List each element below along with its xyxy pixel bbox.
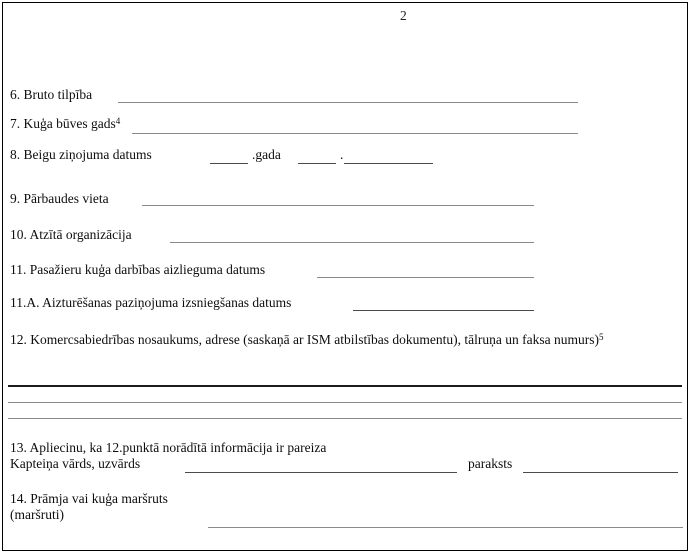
field-7-label-text: 7. Kuģa būves gads [10,116,116,131]
field-7-footnote: 4 [115,116,121,126]
field-9-label: 9. Pārbaudes vieta [10,191,109,206]
field-8-date-fill-line [298,163,336,164]
field-7-fill-line [132,133,578,134]
field-13-signature-fill-line [523,472,678,473]
field-6-label: 6. Bruto tilpība [10,87,93,102]
field-8-label: 8. Beigu ziņojuma datums [10,147,152,162]
field-9-fill-line [142,205,534,206]
field-13-label: 13. Apliecinu, ka 12.punktā norādītā informācija ir pareiza [10,440,327,455]
field-8-month-fill-line [344,163,433,164]
field-12-fill-line-1 [8,385,682,387]
field-14-label-continuation: (maršruti) [10,507,64,522]
field-11a-fill-line [353,310,534,311]
field-13-captain-name-label: Kapteiņa vārds, uzvārds [10,456,141,471]
page-number: 2 [400,8,407,23]
field-11a-label: 11.A. Aizturēšanas paziņojuma izsniegšanas datums [10,295,292,310]
field-12-fill-line-2 [8,402,682,403]
field-14-fill-line [208,527,683,528]
field-13-signature-label: paraksts [468,456,513,471]
field-8-day-fill-line [210,163,248,164]
field-11-label: 11. Pasažieru kuģa darbības aizlieguma datums [10,262,266,277]
document-page [2,2,688,551]
field-6-fill-line [118,102,578,103]
field-8-gada-text: .gada [252,147,281,162]
field-12-label-text: 12. Komercsabiedrības nosaukums, adrese (saskaņā ar ISM atbilstības dokumentu), tālruņa un faksa numurs) [10,332,599,347]
field-7-label [10,116,120,132]
field-10-label: 10. Atzītā organizācija [10,227,132,242]
field-12-label [10,332,658,348]
field-13-name-fill-line [185,472,457,473]
field-14-label: 14. Prāmja vai kuģa maršruts [10,491,168,506]
field-12-fill-line-3 [8,418,682,419]
field-8-period-text: . [340,147,344,162]
field-10-fill-line [170,242,534,243]
field-12-footnote: 5 [598,332,604,342]
field-11-fill-line [317,277,534,278]
